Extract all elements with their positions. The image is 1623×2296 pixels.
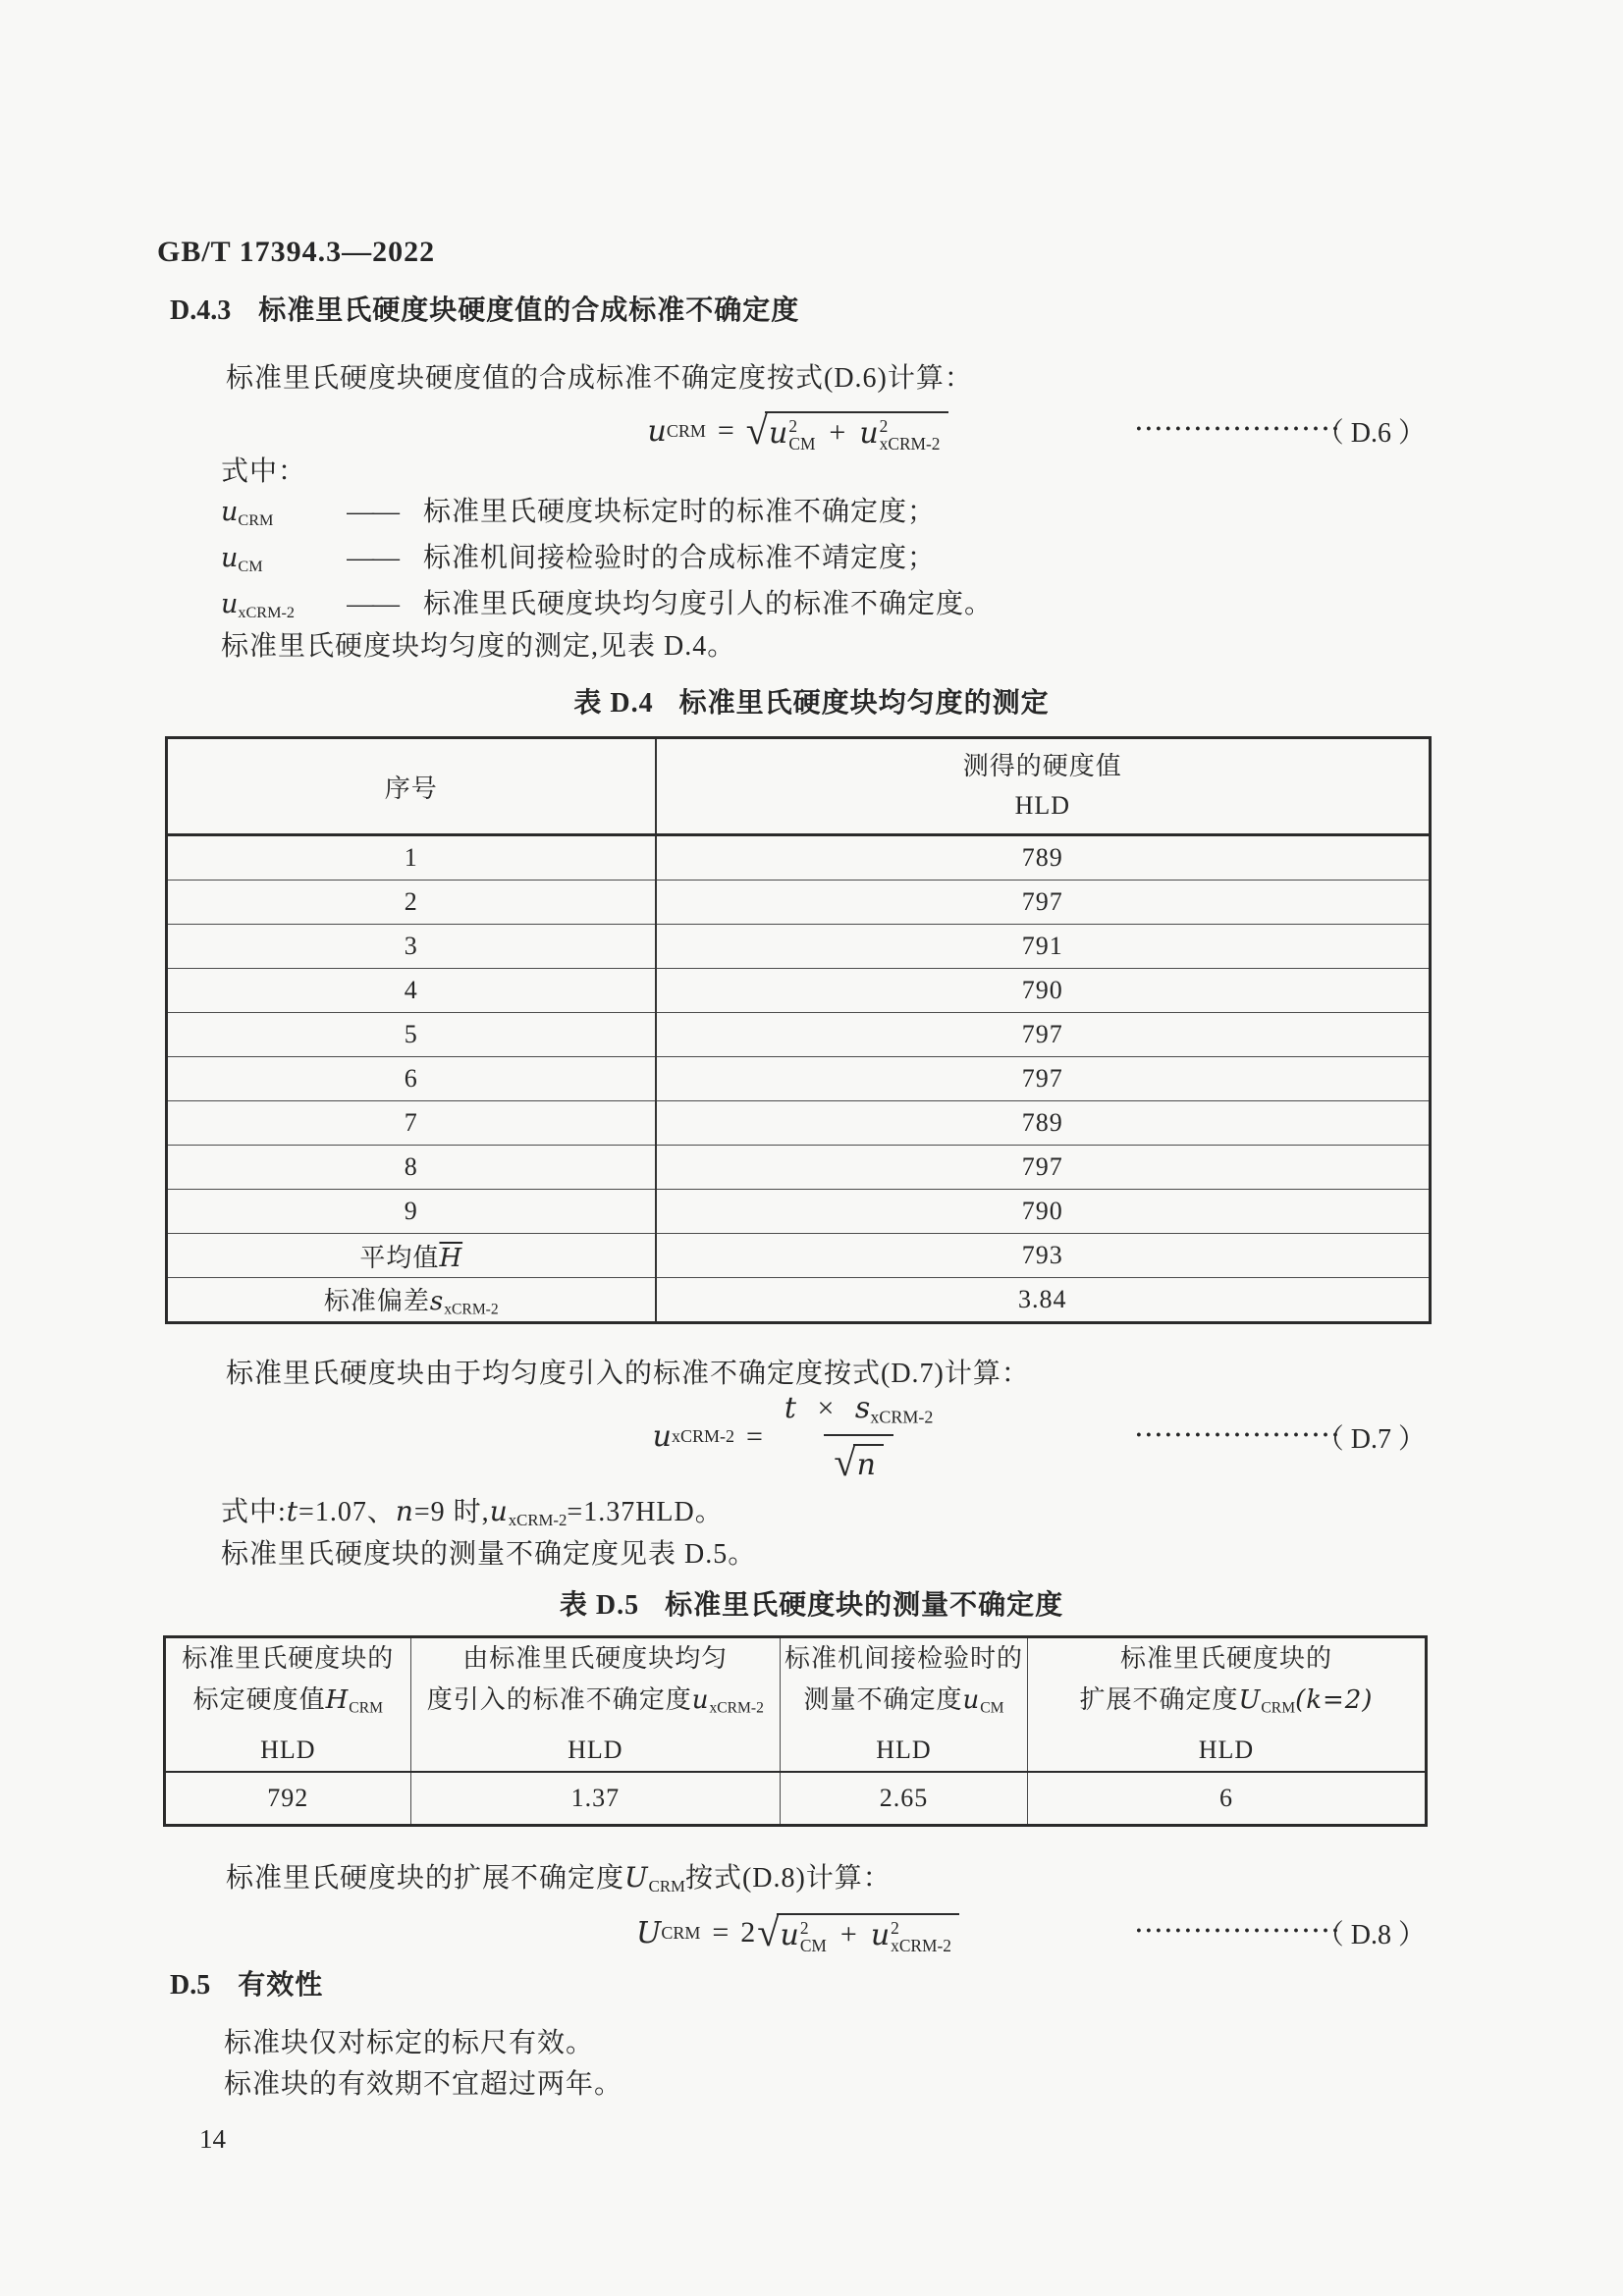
subscript: CM xyxy=(799,1936,827,1956)
u-subscript: xCRM-2 xyxy=(671,1426,734,1447)
subscript: CM xyxy=(788,434,816,454)
table-title-text: 标准里氏硬度块均匀度的测定 xyxy=(678,688,1050,719)
table-row xyxy=(167,1146,1431,1190)
table-d5-header-row xyxy=(165,1637,1427,1772)
cell-index: 9 xyxy=(167,1190,656,1234)
radical-icon: √ xyxy=(745,407,769,453)
u-symbol: u xyxy=(647,413,667,449)
col-header xyxy=(1027,1637,1426,1772)
term-subscript: xCRM-2 xyxy=(238,603,295,621)
text: 按式(D.8)计算： xyxy=(684,1863,892,1894)
cell-index: 2 xyxy=(167,881,656,925)
section-heading-d43 xyxy=(170,289,799,328)
em-dash: —— xyxy=(347,497,398,527)
header-line2 xyxy=(411,1680,781,1730)
dot-leader: ····················· xyxy=(1134,1918,1341,1945)
s-symbol: s xyxy=(854,1391,871,1426)
standard-number-header: GB/T 17394.3—2022 xyxy=(157,236,436,268)
table-d4-reference-note: 标准里氏硬度块均匀度的测定,见表 D.4。 xyxy=(221,631,736,662)
cell-value: 790 xyxy=(656,969,1431,1013)
table-row xyxy=(167,1190,1431,1234)
cell-value: 2.65 xyxy=(781,1772,1028,1826)
dot-leader: ····················· xyxy=(1134,416,1341,443)
col-header-index: 序号 xyxy=(167,738,656,835)
U-symbol: U xyxy=(624,1861,649,1894)
text: =1.37HLD。 xyxy=(567,1497,724,1527)
U-subscript: CRM xyxy=(648,1877,685,1896)
text: =9 时, xyxy=(413,1497,490,1527)
superscript: 2 xyxy=(788,415,798,436)
header-line2: HLD xyxy=(1014,791,1070,820)
n-symbol: n xyxy=(395,1495,414,1527)
col-header xyxy=(165,1637,411,1772)
table-d5-data-row xyxy=(165,1772,1427,1826)
U-symbol: U xyxy=(636,1915,662,1950)
plus-sign: + xyxy=(829,416,846,449)
section-title: 有效性 xyxy=(238,1970,324,2001)
equation-number: （ D.7 ） xyxy=(1316,1424,1426,1455)
term-symbol: u xyxy=(221,589,239,619)
table-row xyxy=(167,835,1431,881)
text: 度引入的标准不确定度 xyxy=(426,1685,692,1714)
subscript: CM xyxy=(980,1699,1004,1717)
cell-value: 789 xyxy=(656,835,1431,881)
radical-icon: √ xyxy=(757,1909,780,1954)
equals-sign: = xyxy=(717,414,734,447)
section-heading-d5 xyxy=(170,1963,323,2002)
cell-value: 797 xyxy=(656,1057,1431,1101)
header-line2 xyxy=(1028,1680,1425,1730)
cell-index: 5 xyxy=(167,1013,656,1057)
table-row xyxy=(167,969,1431,1013)
term-subscript: CM xyxy=(238,557,263,575)
equation-d7-formula xyxy=(652,1391,944,1485)
em-dash: —— xyxy=(347,543,398,573)
header-line3: HLD xyxy=(568,1735,623,1764)
denominator xyxy=(824,1434,893,1483)
where-label: 式中: xyxy=(221,1497,287,1527)
paragraph-validity-1: 标准块仅对标定的标尺有效。 xyxy=(224,2028,595,2058)
u-symbol: u xyxy=(652,1419,672,1455)
square-root xyxy=(757,1909,959,1956)
cell-value: 797 xyxy=(656,1146,1431,1190)
plus-sign: + xyxy=(839,1918,857,1950)
term-symbol: u xyxy=(221,497,239,527)
subscript: CRM xyxy=(349,1699,383,1717)
n-symbol: n xyxy=(856,1447,876,1482)
u-subscript: CRM xyxy=(666,420,706,441)
table-d4-title xyxy=(0,681,1623,721)
equation-d8 xyxy=(170,1902,1426,1963)
table-row xyxy=(167,925,1431,969)
paragraph-eq6-intro: 标准里氏硬度块硬度值的合成标准不确定度按式(D.6)计算： xyxy=(226,363,973,394)
u-symbol: u xyxy=(489,1495,509,1527)
superscript: 2 xyxy=(891,1917,899,1938)
superscript: 2 xyxy=(879,415,889,436)
section-number: D.4.3 xyxy=(170,295,232,326)
eq7-parameters-line xyxy=(221,1492,724,1540)
average-prefix: 平均值 xyxy=(359,1243,440,1272)
table-row xyxy=(167,1101,1431,1146)
equals-sign: = xyxy=(712,1916,730,1949)
cell-index: 7 xyxy=(167,1101,656,1146)
stddev-prefix: 标准偏差 xyxy=(323,1286,430,1315)
table-label: 表 D.4 xyxy=(573,688,654,719)
cell-value: 1.37 xyxy=(410,1772,781,1826)
header-line3: HLD xyxy=(876,1735,932,1764)
header-line2 xyxy=(781,1680,1027,1730)
table-label: 表 D.5 xyxy=(559,1590,640,1621)
U-subscript: CRM xyxy=(661,1922,701,1943)
h-bar-symbol: $\overline{H}$ xyxy=(439,1243,463,1273)
s-subscript: xCRM-2 xyxy=(870,1407,934,1427)
cell-value: 789 xyxy=(656,1101,1431,1146)
cell-index: 8 xyxy=(167,1146,656,1190)
k-equals-2: (k=2) xyxy=(1295,1685,1374,1715)
table-title-text: 标准里氏硬度块的测量不确定度 xyxy=(665,1590,1064,1621)
cell-index: 1 xyxy=(167,835,656,881)
u-subscript: xCRM-2 xyxy=(508,1511,568,1530)
term-description: 标准里氏硬度块均匀度引人的标准不确定度。 xyxy=(423,589,994,619)
equation-d6 xyxy=(170,400,1426,461)
where-label: 式中： xyxy=(221,456,307,487)
table-row xyxy=(167,881,1431,925)
header-line3: HLD xyxy=(1198,1735,1255,1764)
equation-d8-formula xyxy=(636,1909,959,1956)
cell-value: 797 xyxy=(656,881,1431,925)
stddev-value: 3.84 xyxy=(656,1278,1431,1323)
table-d5 xyxy=(163,1635,1428,1827)
u-symbol: u xyxy=(859,415,879,451)
header-line2 xyxy=(166,1680,410,1730)
cell-value: 792 xyxy=(165,1772,411,1826)
U-symbol: U xyxy=(1238,1685,1262,1715)
subscript: xCRM-2 xyxy=(879,434,941,454)
page-number: 14 xyxy=(199,2124,226,2154)
term-symbol: u xyxy=(221,543,239,573)
paragraph-eq8-intro xyxy=(226,1858,892,1906)
u-symbol: u xyxy=(962,1685,981,1715)
header-line1: 标准里氏硬度块的 xyxy=(1119,1644,1332,1673)
header-line1: 测得的硬度值 xyxy=(962,752,1122,780)
s-symbol: s xyxy=(429,1286,445,1316)
average-label xyxy=(167,1234,656,1278)
table-d5-title xyxy=(0,1583,1623,1623)
text: 标定硬度值 xyxy=(192,1685,326,1714)
table-row-stddev xyxy=(167,1278,1431,1323)
section-title: 标准里氏硬度块硬度值的合成标准不确定度 xyxy=(258,295,800,326)
text: =1.07、 xyxy=(298,1497,396,1527)
header-line1: 标准机间接检验时的 xyxy=(784,1644,1023,1673)
equation-d7 xyxy=(170,1378,1426,1496)
average-value: 793 xyxy=(656,1234,1431,1278)
subscript: xCRM-2 xyxy=(709,1699,764,1717)
times-sign: × xyxy=(817,1392,835,1425)
radical-icon: √ xyxy=(834,1440,856,1485)
u-symbol: u xyxy=(691,1685,710,1715)
t-symbol: t xyxy=(784,1391,796,1426)
square-root xyxy=(745,407,948,454)
equation-d6-formula xyxy=(647,407,948,454)
coefficient-2: 2 xyxy=(740,1916,756,1949)
stddev-label xyxy=(167,1278,656,1323)
table-d4 xyxy=(165,736,1432,1324)
term-subscript: CRM xyxy=(238,510,274,529)
col-header xyxy=(410,1637,781,1772)
text: 扩展不确定度 xyxy=(1079,1685,1239,1714)
paragraph-eq7-intro: 标准里氏硬度块由于均匀度引入的标准不确定度按式(D.7)计算： xyxy=(226,1359,1030,1389)
col-header-value xyxy=(656,738,1431,835)
text: 测量不确定度 xyxy=(803,1685,963,1714)
fraction xyxy=(775,1391,943,1485)
cell-value: 6 xyxy=(1027,1772,1426,1826)
definition-row xyxy=(221,582,993,622)
h-symbol: H xyxy=(325,1685,350,1715)
text: 标准里氏硬度块的扩展不确定度 xyxy=(226,1863,625,1894)
section-number: D.5 xyxy=(170,1970,211,2001)
cell-index: 4 xyxy=(167,969,656,1013)
table-row-average xyxy=(167,1234,1431,1278)
superscript: 2 xyxy=(799,1917,809,1938)
cell-value: 797 xyxy=(656,1013,1431,1057)
equation-number: （ D.6 ） xyxy=(1316,418,1426,449)
u-symbol: u xyxy=(769,415,788,451)
subscript: CRM xyxy=(1261,1699,1296,1717)
equals-sign: = xyxy=(746,1419,763,1453)
col-header xyxy=(781,1637,1028,1772)
table-row xyxy=(167,1013,1431,1057)
numerator xyxy=(775,1391,943,1433)
definition-row xyxy=(221,536,936,576)
dot-leader: ····················· xyxy=(1134,1422,1341,1449)
table-d5-reference-note: 标准里氏硬度块的测量不确定度见表 D.5。 xyxy=(221,1539,757,1570)
u-symbol: u xyxy=(780,1917,799,1952)
header-line3: HLD xyxy=(260,1735,316,1764)
cell-value: 791 xyxy=(656,925,1431,969)
equation-number: （ D.8 ） xyxy=(1316,1920,1426,1950)
cell-value: 790 xyxy=(656,1190,1431,1234)
paragraph-validity-2: 标准块的有效期不宜超过两年。 xyxy=(224,2069,623,2100)
subscript: xCRM-2 xyxy=(891,1936,951,1956)
cell-index: 3 xyxy=(167,925,656,969)
header-line1: 标准里氏硬度块的 xyxy=(182,1644,395,1673)
s-subscript: xCRM-2 xyxy=(444,1301,499,1318)
table-row xyxy=(167,1057,1431,1101)
definition-row xyxy=(221,490,936,530)
term-description: 标准机间接检验时的合成标准不靖定度； xyxy=(423,543,937,573)
table-d4-header-row xyxy=(167,738,1431,835)
cell-index: 6 xyxy=(167,1057,656,1101)
term-description: 标准里氏硬度块标定时的标准不确定度； xyxy=(423,497,937,527)
em-dash: —— xyxy=(347,589,398,619)
t-symbol: t xyxy=(286,1495,299,1527)
u-symbol: u xyxy=(870,1917,891,1952)
header-line1: 由标准里氏硬度块均匀 xyxy=(462,1644,729,1673)
